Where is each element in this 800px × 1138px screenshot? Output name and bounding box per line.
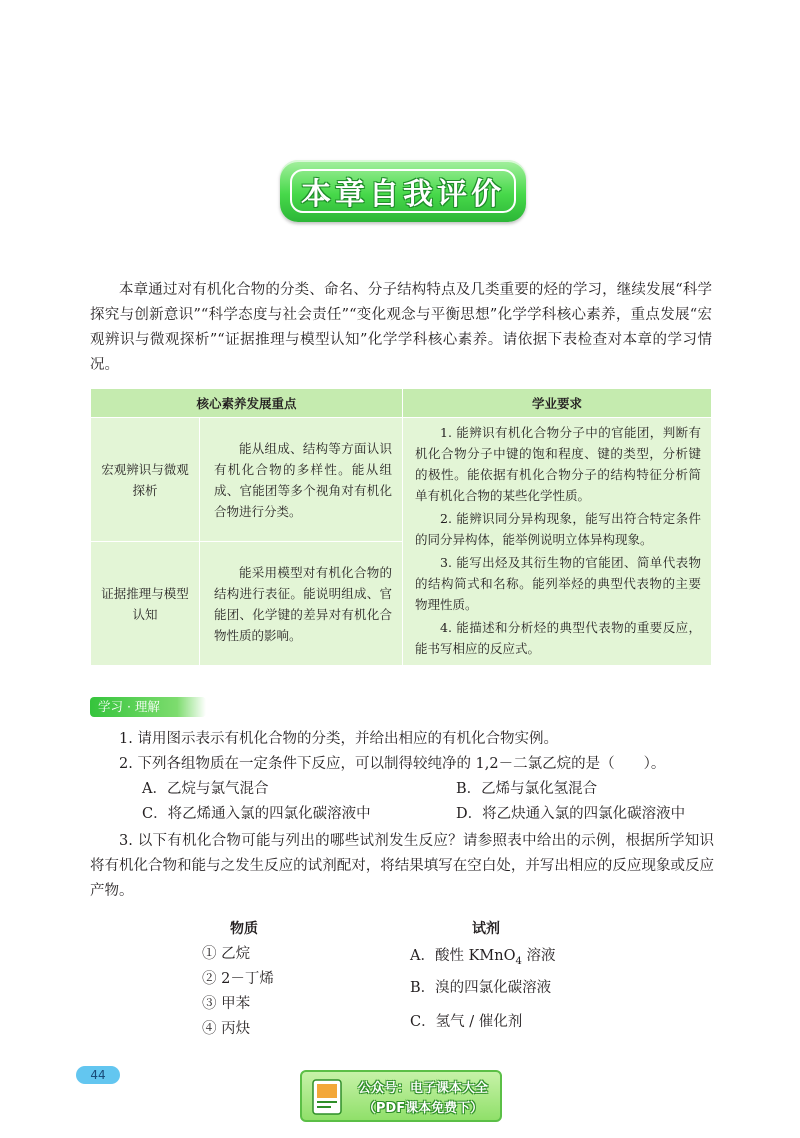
- option-d: D．将乙炔通入氯的四氯化碳溶液中: [456, 806, 686, 822]
- watermark-banner: [300, 1070, 502, 1122]
- substance-item: ① 乙烷: [202, 946, 251, 962]
- table-row: [91, 418, 712, 542]
- question-2: 2. 下列各组物质在一定条件下反应，可以制得较纯净的 1,2－二氯乙烷的是（ ）。: [119, 756, 666, 772]
- section-tag: 学习 · 理解: [90, 697, 206, 717]
- requirement-item: 1. 能辨识有机化合物分子中的官能团，判断有机化合物分子中键的饱和程度、键的类型，分析键的极性。能依据有机化合物分子的结构特征分析简单有机化合物的某些化学性质。: [415, 425, 701, 503]
- chapter-title: 本章自我评价: [301, 177, 505, 212]
- chapter-title-banner: [280, 160, 526, 222]
- reagent-a: [410, 944, 555, 974]
- requirement-item: 4. 能描述和分析烃的典型代表物的重要反应，能书写相应的反应式。: [415, 620, 701, 656]
- watermark-line-2: （PDF课本免费下）: [362, 1101, 484, 1116]
- reagent-a-subscript: 4: [515, 955, 522, 967]
- question-3: 3. 以下有机化合物可能与列出的哪些试剂发生反应？请参照表中给出的示例，根据所学知识将有机化合物和能与之发生反应的试剂配对，将结果填写在空白处，并写出相应的反应现象或反应产物。: [90, 833, 714, 899]
- row-category: 证据推理与模型认知: [91, 542, 200, 666]
- substance-item: ③ 甲苯: [202, 996, 251, 1012]
- row-description: 能采用模型对有机化合物的结构进行表征。能说明组成、官能团、化学键的差异对有机化合物性质的影响。: [200, 542, 403, 666]
- core-literacy-table: [90, 388, 712, 666]
- table-header-row: [91, 389, 712, 418]
- reagent-c: C．氢气 / 催化剂: [410, 1014, 523, 1030]
- question-1: 1. 请用图示表示有机化合物的分类，并给出相应的有机化合物实例。: [119, 731, 558, 747]
- intro-paragraph: 本章通过对有机化合物的分类、命名、分子结构特点及几类重要的烃的学习，继续发展“科学探究与创新意识”“科学态度与社会责任”“变化观念与平衡思想”化学学科核心素养，重点发展“宏观辨识与微观探析”“证据推理与模型认知”化学学科核心素养。请依据下表检查对本章的学习情况。: [90, 282, 712, 373]
- chapter-title-frame: [290, 169, 516, 213]
- reagent-b: B．溴的四氯化碳溶液: [410, 980, 552, 996]
- header-academic-requirements: 学业要求: [403, 389, 712, 418]
- substance-item: ② 2－丁烯: [202, 971, 274, 987]
- requirement-item: 3. 能写出烃及其衍生物的官能团、简单代表物的结构简式和名称。能列举烃的典型代表物的主要物理性质。: [415, 555, 701, 612]
- option-b: B．乙烯与氯化氢混合: [456, 781, 598, 797]
- substance-item: ④ 丙炔: [202, 1021, 251, 1037]
- reagent-a-suffix: 溶液: [521, 948, 556, 964]
- reagent-a-prefix: A．酸性 KMnO: [410, 948, 516, 964]
- requirement-item: 2. 能辨识同分异构现象，能写出符合特定条件的同分异构体，能举例说明立体异构现象。: [415, 511, 701, 547]
- option-c: C．将乙烯通入氯的四氯化碳溶液中: [142, 806, 371, 822]
- header-core-literacy: 核心素养发展重点: [91, 389, 403, 418]
- book-icon: [312, 1079, 342, 1115]
- option-a: A．乙烷与氯气混合: [142, 781, 269, 797]
- row-description: 能从组成、结构等方面认识有机化合物的多样性。能从组成、官能团等多个视角对有机化合物进行分类。: [200, 418, 403, 542]
- page-number: 44: [76, 1066, 120, 1084]
- row-category: 宏观辨识与微观探析: [91, 418, 200, 542]
- requirements-cell: [403, 418, 712, 666]
- substance-header: 物质: [230, 921, 258, 937]
- reagent-header: 试剂: [472, 921, 500, 937]
- watermark-line-1: 公众号：电子课本大全: [357, 1081, 488, 1096]
